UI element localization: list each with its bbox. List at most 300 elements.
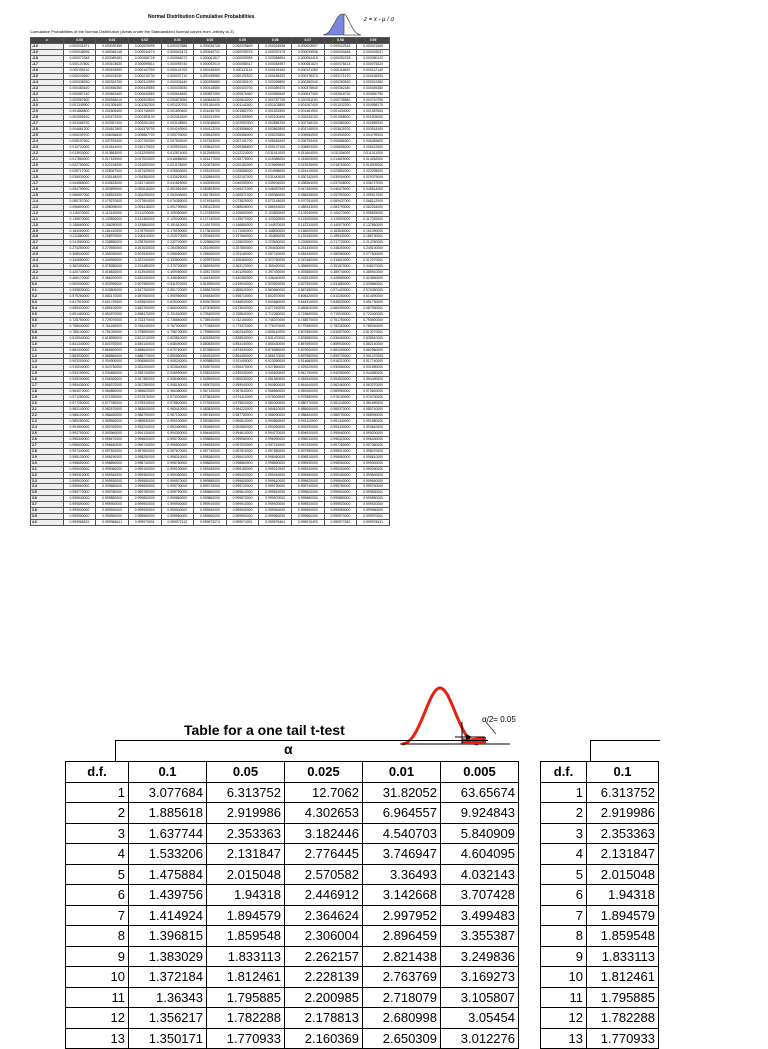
table-cell: 0.000873050 bbox=[161, 97, 194, 103]
table-cell: 0.818590000 bbox=[96, 335, 129, 341]
table-cell: 0.979320000 bbox=[194, 401, 227, 407]
table-cell: 0.001141500 bbox=[226, 103, 259, 109]
table-row bbox=[31, 288, 390, 294]
table-cell: 0.999290000 bbox=[357, 466, 390, 472]
table-cell: 0.855430000 bbox=[259, 341, 292, 347]
table-row bbox=[31, 73, 390, 79]
table-cell: 0.444330000 bbox=[194, 276, 227, 282]
row-label: 7 bbox=[66, 905, 129, 926]
table-cell: 0.000046148 bbox=[96, 49, 129, 55]
table-cell: 0.999920000 bbox=[357, 502, 390, 508]
table-cell: 0.998010000 bbox=[324, 448, 357, 454]
table-cell: 0.156250000 bbox=[96, 222, 129, 228]
table-row bbox=[66, 1028, 519, 1049]
table-cell: 0.999920000 bbox=[324, 502, 357, 508]
table-cell: 0.999310000 bbox=[63, 472, 96, 478]
table-cell: 0.999950000 bbox=[63, 514, 96, 520]
table-cell: 0.776370000 bbox=[259, 323, 292, 329]
table-cell: 2.015048 bbox=[587, 864, 659, 885]
table-cell: 0.385910000 bbox=[357, 270, 390, 276]
table-row bbox=[31, 157, 390, 163]
table-cell: 0.980300000 bbox=[259, 401, 292, 407]
table-cell: 0.424650000 bbox=[357, 276, 390, 282]
table-cell: 0.405170000 bbox=[194, 270, 227, 276]
table-row bbox=[31, 103, 390, 109]
table-cell: 0.828940000 bbox=[226, 335, 259, 341]
row-label: -2.4 bbox=[31, 139, 64, 145]
table-cell: 0.555670000 bbox=[194, 288, 227, 294]
table-cell: 0.000556540 bbox=[259, 91, 292, 97]
table-row bbox=[31, 168, 390, 174]
table-cell: 0.378280000 bbox=[96, 264, 129, 270]
table-cell: 0.366930000 bbox=[194, 264, 227, 270]
table-cell: 0.981240000 bbox=[324, 401, 357, 407]
table-cell: 0.998310000 bbox=[161, 454, 194, 460]
table-cell: 0.048457000 bbox=[259, 186, 292, 192]
table-cell: 0.121000000 bbox=[292, 216, 325, 222]
table-cell: 0.329970000 bbox=[194, 258, 227, 264]
table-cell: 0.767300000 bbox=[161, 323, 194, 329]
table-cell: 0.015386000 bbox=[259, 157, 292, 163]
table-cell: 0.001262300 bbox=[128, 103, 161, 109]
table-cell: 0.694970000 bbox=[96, 311, 129, 317]
table-row bbox=[31, 305, 390, 311]
row-label: 0.1 bbox=[31, 288, 64, 294]
row-label: 2.3 bbox=[31, 419, 64, 425]
row-label: 8 bbox=[541, 926, 587, 947]
table-cell: 0.999870000 bbox=[226, 496, 259, 502]
table-cell: 0.952540000 bbox=[292, 377, 325, 383]
table-cell: 0.995600000 bbox=[128, 436, 161, 442]
table-cell: 0.001865800 bbox=[63, 109, 96, 115]
column-header: d.f. bbox=[66, 762, 129, 783]
table-cell: 0.933190000 bbox=[63, 371, 96, 377]
table-row bbox=[541, 1008, 659, 1029]
table-cell: 0.999240000 bbox=[292, 466, 325, 472]
row-label: 0.0 bbox=[31, 282, 64, 288]
table-cell: 0.009642000 bbox=[194, 145, 227, 151]
z-formula: z = x - μ / σ bbox=[364, 17, 395, 23]
table-row bbox=[31, 151, 390, 157]
table-row bbox=[31, 61, 390, 67]
row-label: -1.1 bbox=[31, 216, 64, 222]
table-cell: 2.821438 bbox=[363, 946, 441, 967]
table-cell: 0.882980000 bbox=[357, 347, 390, 353]
table-cell: 1.350171 bbox=[129, 1028, 207, 1049]
table-cell: 0.171060000 bbox=[226, 228, 259, 234]
table-cell: 0.636830000 bbox=[226, 299, 259, 305]
table-cell: 0.004517800 bbox=[96, 127, 129, 133]
table-cell: 0.000349280 bbox=[357, 85, 390, 91]
table-cell: 0.000260040 bbox=[292, 79, 325, 85]
table-cell: 0.999690000 bbox=[128, 484, 161, 490]
table-cell: 0.010724000 bbox=[63, 145, 96, 151]
table-cell: 0.000061517 bbox=[194, 55, 227, 61]
table-cell: 0.987780000 bbox=[226, 413, 259, 419]
table-cell: 0.999930000 bbox=[128, 508, 161, 514]
table-cell: 0.023295000 bbox=[357, 168, 390, 174]
row-label: 3 bbox=[66, 823, 129, 844]
table-cell: 1.795885 bbox=[587, 987, 659, 1008]
table-cell: 0.997600000 bbox=[128, 448, 161, 454]
table-cell: 0.351970000 bbox=[324, 264, 357, 270]
table-cell: 0.920730000 bbox=[96, 365, 129, 371]
table-cell: 1.894579 bbox=[207, 905, 285, 926]
alpha-header-rule bbox=[115, 740, 488, 741]
table-cell: 0.969260000 bbox=[292, 389, 325, 395]
table-row bbox=[31, 91, 390, 97]
table-cell: 0.045514000 bbox=[357, 186, 390, 192]
table-cell: 0.043633000 bbox=[96, 180, 129, 186]
table-cell: 0.989830000 bbox=[128, 419, 161, 425]
table-cell: 0.949500000 bbox=[194, 377, 227, 383]
table-cell: 3.05454 bbox=[441, 1008, 519, 1029]
table-cell: 0.000131110 bbox=[226, 67, 259, 73]
table-cell: 0.961640000 bbox=[292, 383, 325, 389]
table-cell: 2.919986 bbox=[587, 803, 659, 824]
row-label: -0.3 bbox=[31, 264, 64, 270]
table-row bbox=[31, 228, 390, 234]
table-cell: 0.968560000 bbox=[259, 389, 292, 395]
normal-curve-icon bbox=[322, 12, 362, 36]
table-cell: 0.022216000 bbox=[96, 163, 129, 169]
row-label: -0.8 bbox=[31, 234, 64, 240]
table-cell: 0.000116630 bbox=[324, 67, 357, 73]
table-cell: 0.999760000 bbox=[357, 484, 390, 490]
table-cell: 0.947380000 bbox=[128, 377, 161, 383]
table-cell: 0.001387600 bbox=[357, 109, 390, 115]
row-label: 1 bbox=[541, 782, 587, 803]
table-cell: 0.002952300 bbox=[226, 121, 259, 127]
table-cell: 0.111230000 bbox=[128, 210, 161, 216]
table-cell: 0.251430000 bbox=[292, 246, 325, 252]
row-label: 2.8 bbox=[31, 448, 64, 454]
table-cell: 0.815940000 bbox=[63, 335, 96, 341]
table-cell: 0.018763000 bbox=[324, 163, 357, 169]
table-cell: 0.976150000 bbox=[324, 395, 357, 401]
table-cell: 0.793890000 bbox=[128, 329, 161, 335]
table-cell: 0.003745000 bbox=[292, 127, 325, 133]
table-cell: 0.035148000 bbox=[96, 174, 129, 180]
table-row bbox=[31, 49, 390, 55]
table-cell: 0.326360000 bbox=[226, 258, 259, 264]
table-cell: 0.999975464 bbox=[259, 520, 292, 526]
table-row bbox=[66, 782, 519, 803]
table-row bbox=[31, 270, 390, 276]
table-cell: 0.999700000 bbox=[161, 484, 194, 490]
table-cell: 0.999920000 bbox=[292, 502, 325, 508]
table-cell: 0.015003000 bbox=[292, 157, 325, 163]
table-cell: 0.024419000 bbox=[292, 168, 325, 174]
table-cell: 0.901470000 bbox=[357, 353, 390, 359]
table-cell: 0.998250000 bbox=[128, 454, 161, 460]
table-cell: 0.909880000 bbox=[194, 359, 227, 365]
table-row bbox=[31, 240, 390, 246]
table-cell: 0.021692000 bbox=[128, 163, 161, 169]
table-cell: 0.826390000 bbox=[194, 335, 227, 341]
row-label: 2.2 bbox=[31, 413, 64, 419]
table-cell: 0.989280000 bbox=[63, 419, 96, 425]
table-cell: 0.144570000 bbox=[259, 222, 292, 228]
table-cell: 3.249836 bbox=[441, 946, 519, 967]
table-cell: 0.069437000 bbox=[324, 198, 357, 204]
table-cell: 0.917740000 bbox=[357, 359, 390, 365]
table-cell: 0.914660000 bbox=[292, 359, 325, 365]
table-cell: 3.077684 bbox=[129, 782, 207, 803]
table-cell: 0.996830000 bbox=[161, 442, 194, 448]
table-cell: 0.315610000 bbox=[324, 258, 357, 264]
table-cell: 1.372184 bbox=[129, 967, 207, 988]
row-label: 1.1 bbox=[31, 347, 64, 353]
table-cell: 0.999960000 bbox=[226, 514, 259, 520]
table-cell: 2.364624 bbox=[285, 905, 363, 926]
table-cell: 0.000103630 bbox=[96, 61, 129, 67]
table-cell: 0.810570000 bbox=[324, 329, 357, 335]
row-label: -3.9 bbox=[31, 49, 64, 55]
table-cell: 0.115070000 bbox=[63, 210, 96, 216]
row-label: -0.1 bbox=[31, 276, 64, 282]
table-row bbox=[541, 987, 659, 1008]
table-cell: 0.000136300 bbox=[194, 67, 227, 73]
alpha-header-rule-left bbox=[115, 740, 116, 761]
table-cell: 0.002393100 bbox=[128, 115, 161, 121]
row-label: 3.9 bbox=[31, 514, 64, 520]
table-cell: 0.000064072 bbox=[161, 55, 194, 61]
table-cell: 0.322760000 bbox=[259, 258, 292, 264]
table-cell: 0.000107800 bbox=[63, 61, 96, 67]
table-cell: 0.065522000 bbox=[96, 192, 129, 198]
table-cell: 0.088508000 bbox=[226, 204, 259, 210]
table-cell: 0.002033100 bbox=[292, 115, 325, 121]
table-cell: 0.000022518 bbox=[324, 43, 357, 49]
table-cell: 0.836460000 bbox=[324, 335, 357, 341]
table-cell: 0.874930000 bbox=[226, 347, 259, 353]
table-cell: 0.583170000 bbox=[96, 293, 129, 299]
table-cell: 0.002768100 bbox=[292, 121, 325, 127]
table-cell: 0.000735550 bbox=[324, 97, 357, 103]
table-cell: 2.306004 bbox=[285, 926, 363, 947]
table-cell: 1.859548 bbox=[207, 926, 285, 947]
table-cell: 0.020182000 bbox=[226, 163, 259, 169]
table-cell: 0.959940000 bbox=[226, 383, 259, 389]
table-cell: 0.000147290 bbox=[128, 67, 161, 73]
table-cell: 0.999550000 bbox=[128, 478, 161, 484]
table-cell: 2.228139 bbox=[285, 967, 363, 988]
table-cell: 0.999850000 bbox=[96, 496, 129, 502]
table-cell: 0.176190000 bbox=[161, 228, 194, 234]
table-cell: 0.859930000 bbox=[324, 341, 357, 347]
table-cell: 0.999420000 bbox=[226, 472, 259, 478]
table-cell: 0.994770000 bbox=[259, 430, 292, 436]
table-cell: 0.999920000 bbox=[259, 502, 292, 508]
table-cell: 0.000031671 bbox=[63, 43, 96, 49]
table-cell: 0.003629700 bbox=[324, 127, 357, 133]
row-label: -3.1 bbox=[31, 97, 64, 103]
table-cell: 0.004243900 bbox=[161, 127, 194, 133]
table-cell: 0.999940000 bbox=[194, 508, 227, 514]
table-cell: 0.543800000 bbox=[96, 288, 129, 294]
table-cell: 0.000121280 bbox=[292, 67, 325, 73]
table-cell: 0.017864000 bbox=[63, 157, 96, 163]
table-cell: 0.146860000 bbox=[226, 222, 259, 228]
table-cell: 0.698470000 bbox=[128, 311, 161, 317]
table-cell: 0.003148500 bbox=[161, 121, 194, 127]
table-cell: 0.001968000 bbox=[324, 115, 357, 121]
table-cell: 0.963270000 bbox=[357, 383, 390, 389]
table-cell: 0.976700000 bbox=[357, 395, 390, 401]
table-cell: 0.999870000 bbox=[259, 496, 292, 502]
table-cell: 0.001690400 bbox=[161, 109, 194, 115]
table-cell: 0.670030000 bbox=[194, 305, 227, 311]
column-header: 0.08 bbox=[324, 38, 357, 44]
table-cell: 0.137860000 bbox=[357, 222, 390, 228]
table-cell: 0.673640000 bbox=[226, 305, 259, 311]
table-row bbox=[541, 885, 659, 906]
table-cell: 0.997520000 bbox=[96, 448, 129, 454]
table-cell: 0.575350000 bbox=[357, 288, 390, 294]
table-row bbox=[31, 79, 390, 85]
table-cell: 0.999570000 bbox=[161, 478, 194, 484]
table-cell: 0.003251300 bbox=[128, 121, 161, 127]
table-cell: 0.897960000 bbox=[292, 353, 325, 359]
table-cell: 0.000199980 bbox=[194, 73, 227, 79]
table-cell: 0.158660000 bbox=[63, 222, 96, 228]
table-cell: 0.000500790 bbox=[357, 91, 390, 97]
column-header: 0.005 bbox=[441, 762, 519, 783]
table-cell: 0.659100000 bbox=[96, 305, 129, 311]
table-cell: 0.916210000 bbox=[324, 359, 357, 365]
row-label: 0.7 bbox=[31, 323, 64, 329]
table-cell: 0.456200000 bbox=[96, 276, 129, 282]
table-cell: 0.888770000 bbox=[128, 353, 161, 359]
table-cell: 0.999460000 bbox=[292, 472, 325, 478]
table-cell: 63.65674 bbox=[441, 782, 519, 803]
table-cell: 0.004113200 bbox=[194, 127, 227, 133]
table-cell: 0.942950000 bbox=[324, 371, 357, 377]
table-cell: 0.003986600 bbox=[226, 127, 259, 133]
table-cell: 0.102040000 bbox=[292, 210, 325, 216]
table-cell: 0.010444000 bbox=[96, 145, 129, 151]
row-label: 12 bbox=[541, 1008, 587, 1029]
table-cell: 1.812461 bbox=[207, 967, 285, 988]
table-cell: 0.000044274 bbox=[128, 49, 161, 55]
table-cell: 0.168530000 bbox=[259, 228, 292, 234]
table-cell: 1.383029 bbox=[129, 946, 207, 967]
table-cell: 0.409050000 bbox=[161, 270, 194, 276]
table-cell: 0.876980000 bbox=[259, 347, 292, 353]
table-cell: 0.032157000 bbox=[226, 174, 259, 180]
table-cell: 0.998960000 bbox=[324, 460, 357, 466]
table-cell: 0.995060000 bbox=[324, 430, 357, 436]
table-cell: 0.203270000 bbox=[161, 234, 194, 240]
table-row bbox=[31, 395, 390, 401]
table-cell: 0.992450000 bbox=[161, 424, 194, 430]
table-cell: 0.117020000 bbox=[357, 216, 390, 222]
table-cell: 0.000687140 bbox=[63, 91, 96, 97]
table-cell: 2.896459 bbox=[363, 926, 441, 947]
table-cell: 0.184060000 bbox=[63, 228, 96, 234]
table-cell: 0.999960000 bbox=[259, 514, 292, 520]
table-cell: 0.000159110 bbox=[63, 67, 96, 73]
table-row bbox=[31, 204, 390, 210]
table-cell: 0.006209700 bbox=[63, 133, 96, 139]
table-cell: 0.004661200 bbox=[63, 127, 96, 133]
table-cell: 0.930560000 bbox=[324, 365, 357, 371]
table-cell: 0.936990000 bbox=[161, 371, 194, 377]
table-row bbox=[31, 133, 390, 139]
table-cell: 0.000663460 bbox=[96, 91, 129, 97]
table-cell: 0.001220700 bbox=[161, 103, 194, 109]
table-cell: 0.751750000 bbox=[324, 317, 357, 323]
table-cell: 0.662760000 bbox=[128, 305, 161, 311]
table-cell: 0.996430000 bbox=[357, 436, 390, 442]
table-cell: 2.776445 bbox=[285, 844, 363, 865]
table-cell: 0.999950000 bbox=[292, 508, 325, 514]
table-cell: 0.929220000 bbox=[292, 365, 325, 371]
table-cell: 0.019226000 bbox=[292, 163, 325, 169]
table-cell: 0.981690000 bbox=[357, 401, 390, 407]
table-cell: 0.994130000 bbox=[128, 430, 161, 436]
table-cell: 0.274250000 bbox=[63, 246, 96, 252]
table-row bbox=[31, 496, 390, 502]
table-cell: 0.850830000 bbox=[194, 341, 227, 347]
table-cell: 0.046479000 bbox=[324, 186, 357, 192]
table-cell: 0.732370000 bbox=[128, 317, 161, 323]
table-cell: 0.868640000 bbox=[128, 347, 161, 353]
table-cell: 0.990360000 bbox=[194, 419, 227, 425]
table-cell: 0.719040000 bbox=[324, 311, 357, 317]
table-cell: 0.547760000 bbox=[128, 288, 161, 294]
table-cell: 0.000537300 bbox=[292, 91, 325, 97]
table-row bbox=[31, 180, 390, 186]
table-cell: 2.919986 bbox=[207, 803, 285, 824]
table-cell: 0.999960000 bbox=[194, 514, 227, 520]
table-row bbox=[31, 478, 390, 484]
table-cell: 0.005542500 bbox=[194, 133, 227, 139]
table-cell: 0.998930000 bbox=[292, 460, 325, 466]
table-cell: 0.011304000 bbox=[324, 151, 357, 157]
table-cell: 0.000025609 bbox=[226, 43, 259, 49]
table-cell: 0.966380000 bbox=[161, 389, 194, 395]
table-cell: 0.008655200 bbox=[324, 145, 357, 151]
table-cell: 0.894350000 bbox=[226, 353, 259, 359]
table-cell: 0.149170000 bbox=[194, 222, 227, 228]
row-label: 2.7 bbox=[31, 442, 64, 448]
table-cell: 0.096800000 bbox=[63, 204, 96, 210]
table-cell: 0.161090000 bbox=[357, 228, 390, 234]
row-label: 1 bbox=[66, 782, 129, 803]
table-cell: 0.941790000 bbox=[292, 371, 325, 377]
table-cell: 0.061780000 bbox=[194, 192, 227, 198]
row-label: 1.2 bbox=[31, 353, 64, 359]
table-cell: 0.000815200 bbox=[226, 97, 259, 103]
table-cell: 0.691460000 bbox=[63, 311, 96, 317]
table-row bbox=[31, 139, 390, 145]
table-cell: 0.539830000 bbox=[63, 288, 96, 294]
table-cell: 0.598710000 bbox=[226, 293, 259, 299]
table-cell: 0.994920000 bbox=[292, 430, 325, 436]
table-cell: 0.226630000 bbox=[226, 240, 259, 246]
table-cell: 0.016586000 bbox=[161, 157, 194, 163]
row-label: -2.0 bbox=[31, 163, 64, 169]
table-cell: 0.991110000 bbox=[292, 419, 325, 425]
table-row bbox=[31, 198, 390, 204]
table-cell: 0.119000000 bbox=[324, 216, 357, 222]
t-table-header-row bbox=[66, 762, 519, 783]
table-cell: 0.999880000 bbox=[292, 496, 325, 502]
column-header: 0.025 bbox=[285, 762, 363, 783]
table-cell: 1.812461 bbox=[587, 967, 659, 988]
